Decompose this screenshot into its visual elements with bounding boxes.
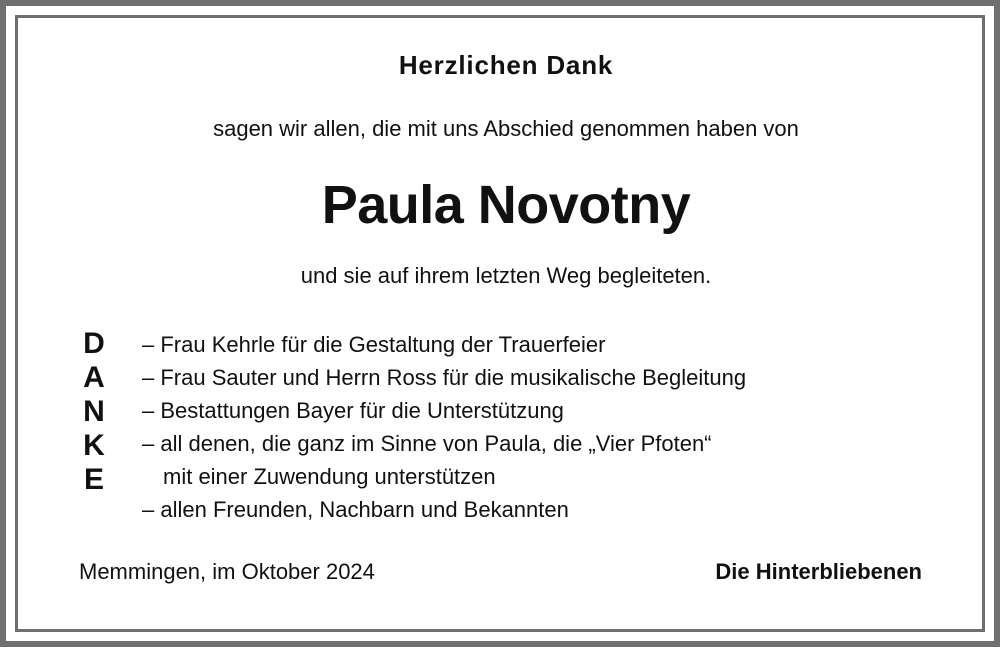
danke-letter: N (83, 395, 105, 428)
notice-heading: Herzlichen Dank (398, 50, 614, 80)
intro-text: sagen wir allen, die mit uns Abschied genommen haben von (213, 116, 799, 141)
after-name-text: und sie auf ihrem letzten Weg begleiteten. (300, 263, 712, 288)
thanks-line: – Bestattungen Bayer für die Unterstützung (142, 398, 564, 423)
notice-inner-border (15, 15, 985, 632)
danke-letter: K (83, 429, 105, 462)
thanks-line: – Frau Sauter und Herrn Ross für die musikalische Begleitung (142, 365, 747, 390)
danke-letter: D (83, 327, 105, 360)
thanks-line: – all denen, die ganz im Sinne von Paula, die „Vier Pfoten“ (142, 431, 712, 456)
thanks-line: – Frau Kehrle für die Gestaltung der Trauerfeier (142, 332, 606, 357)
signature: Die Hinterbliebenen (715, 559, 922, 584)
danke-vertical-word (78, 327, 110, 497)
place-date: Memmingen, im Oktober 2024 (79, 559, 375, 584)
thanks-line-continuation: mit einer Zuwendung unterstützen (163, 464, 496, 489)
danke-letter: A (83, 361, 105, 394)
danke-letter: E (83, 463, 104, 496)
thanks-line: – allen Freunden, Nachbarn und Bekannten (142, 497, 569, 522)
deceased-name: Paula Novotny (321, 175, 691, 235)
thanks-list (142, 328, 746, 526)
